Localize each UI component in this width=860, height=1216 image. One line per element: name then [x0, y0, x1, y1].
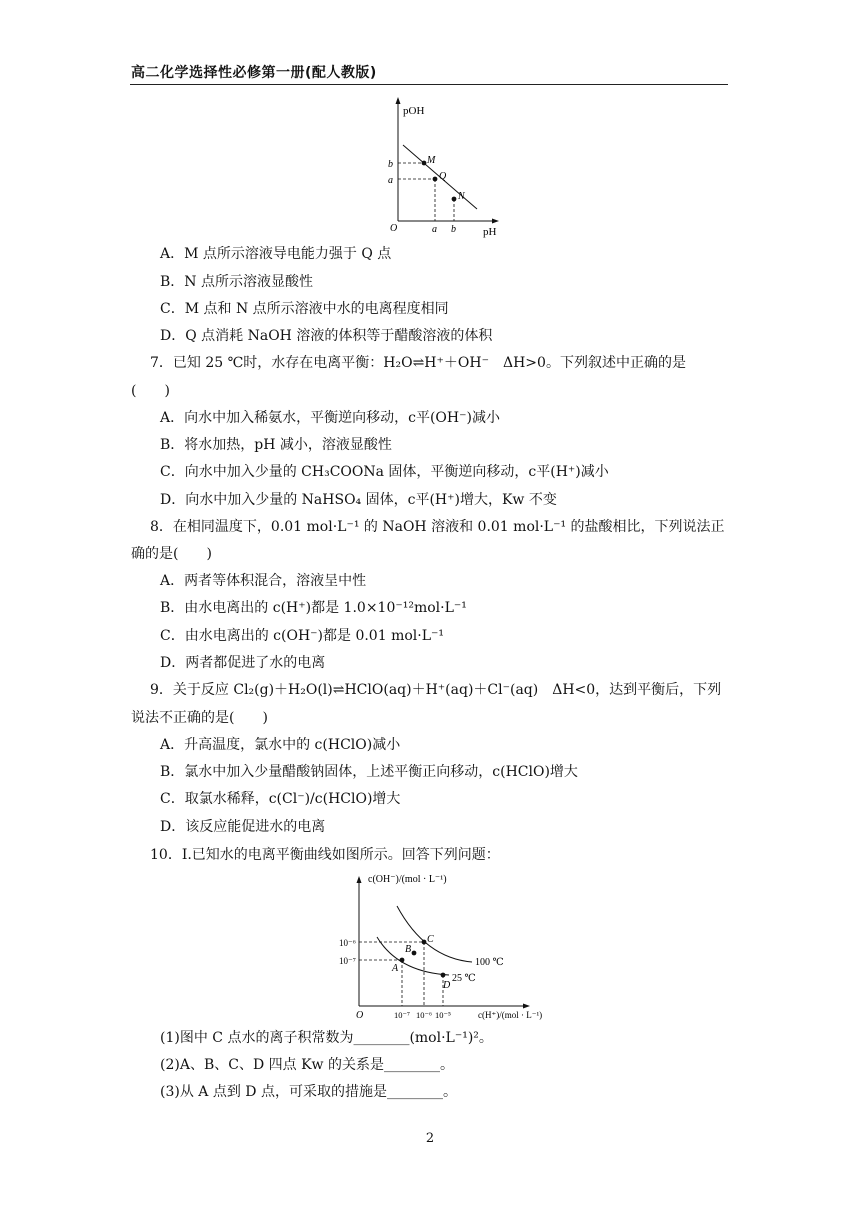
y-tick-b: b: [388, 159, 393, 170]
label-m: M: [427, 155, 436, 166]
q6-option-b: B．N 点所示溶液显酸性: [160, 274, 313, 290]
q7-option-c: C．向水中加入少量的 CH₃COONa 固体，平衡逆向移动，c平(H⁺)减小: [160, 464, 609, 480]
point-n: [452, 197, 457, 202]
q9-option-b: B．氯水中加入少量醋酸钠固体，上述平衡正向移动，c(HClO)增大: [160, 764, 578, 780]
y-tick-a: a: [388, 175, 393, 186]
label-25c: 25 ℃: [452, 973, 476, 984]
q10-sub-2: (2)A、B、C、D 四点 Kw 的关系是________。: [160, 1057, 454, 1073]
q9-option-d: D．该反应能促进水的电离: [160, 819, 326, 835]
q6-option-a: A．M 点所示溶液导电能力强于 Q 点: [160, 246, 392, 262]
x-axis-arrow: [492, 219, 499, 224]
y-axis-label: c(OH⁻)/(mol · L⁻¹): [368, 874, 447, 885]
point-b: [412, 951, 417, 956]
q6-option-d: D．Q 点消耗 NaOH 溶液的体积等于醋酸溶液的体积: [160, 328, 493, 344]
x-tick-1e-7: 10⁻⁷: [394, 1010, 410, 1020]
x-tick-1e-5: 10⁻⁵: [435, 1010, 451, 1020]
q8-option-c: C．由水电离出的 c(OH⁻)都是 0.01 mol·L⁻¹: [160, 628, 445, 644]
figure-poh-ph: [385, 93, 505, 241]
y-axis-label: pOH: [403, 105, 425, 117]
q9-stem: 9．关于反应 Cl₂(g)＋H₂O(l)⇌HClO(aq)＋H⁺(aq)＋Cl⁻(aq) ΔH<0，达到平衡后，下列: [150, 682, 722, 698]
q7-option-a: A．向水中加入稀氨水，平衡逆向移动，c平(OH⁻)减小: [160, 410, 500, 426]
q8-stem-cont: 确的是( ): [131, 546, 212, 562]
origin-label: O: [356, 1010, 364, 1021]
q6-option-c: C．M 点和 N 点所示溶液中水的电离程度相同: [160, 301, 449, 317]
origin-label: O: [390, 223, 398, 234]
x-axis-label: c(H⁺)/(mol · L⁻¹): [478, 1010, 543, 1020]
q8-option-a: A．两者等体积混合，溶液呈中性: [160, 573, 367, 589]
y-axis-arrow: [396, 97, 401, 104]
q10-stem: 10．Ⅰ.已知水的电离平衡曲线如图所示。回答下列问题：: [150, 847, 500, 863]
q8-option-b: B．由水电离出的 c(H⁺)都是 1.0×10⁻¹²mol·L⁻¹: [160, 600, 467, 616]
q10-sub-1: (1)图中 C 点水的离子积常数为________(mol·L⁻¹)²。: [160, 1030, 493, 1046]
y-tick-1e-6: 10⁻⁶: [339, 938, 356, 948]
q9-option-c: C．取氯水稀释，c(Cl⁻)/c(HClO)增大: [160, 791, 401, 807]
q7-stem: 7．已知 25 ℃时，水存在电离平衡：H₂O⇌H⁺＋OH⁻ ΔH>0。下列叙述中正确的是: [150, 355, 686, 371]
q8-stem: 8．在相同温度下，0.01 mol·L⁻¹ 的 NaOH 溶液和 0.01 mol·L⁻¹ 的盐酸相比，下列说法正: [150, 519, 725, 535]
label-q: Q: [439, 171, 447, 182]
curve-25c: [377, 937, 449, 975]
q7-option-d: D．向水中加入少量的 NaHSO₄ 固体，c平(H⁺)增大，Kw 不变: [160, 492, 557, 508]
header-rule: [130, 84, 728, 85]
label-n: N: [458, 191, 465, 202]
header-title: 高二化学选择性必修第一册(配人教版): [131, 65, 377, 81]
point-a: [400, 958, 405, 963]
x-tick-1e-6: 10⁻⁶: [416, 1010, 432, 1020]
label-d: D: [443, 980, 451, 991]
y-axis-arrow: [357, 876, 362, 883]
q9-stem-cont: 说法不正确的是( ): [131, 710, 268, 726]
q10-sub-3: (3)从 A 点到 D 点，可采取的措施是________。: [160, 1084, 457, 1100]
figure-water-ionization: [330, 870, 560, 1022]
point-c: [422, 940, 427, 945]
q9-option-a: A．升高温度，氯水中的 c(HClO)减小: [160, 737, 401, 753]
q8-option-d: D．两者都促进了水的电离: [160, 655, 326, 671]
point-d: [441, 973, 446, 978]
point-m: [422, 161, 427, 166]
y-tick-1e-7: 10⁻⁷: [339, 956, 356, 966]
q7-option-b: B．将水加热，pH 减小，溶液显酸性: [160, 437, 392, 453]
x-axis-arrow: [523, 1004, 530, 1009]
x-tick-b: b: [451, 224, 456, 235]
point-q: [433, 177, 438, 182]
label-b: B: [405, 944, 412, 955]
x-axis-label: pH: [483, 226, 497, 238]
label-a: A: [392, 963, 399, 974]
q7-stem-cont: ( ): [131, 383, 170, 399]
x-tick-a: a: [432, 224, 437, 235]
page-number: 2: [425, 1131, 435, 1146]
label-100c: 100 ℃: [475, 957, 504, 968]
label-c: C: [427, 934, 434, 945]
